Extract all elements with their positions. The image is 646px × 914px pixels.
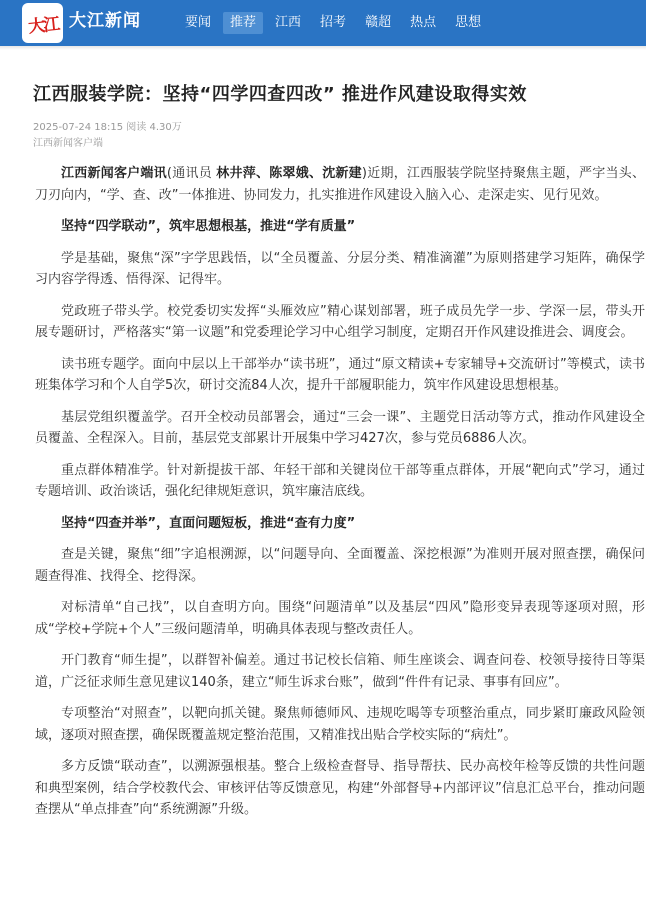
article-source: 江西新闻客户端	[33, 138, 103, 149]
paragraph: 查是关键，聚焦“细”字追根溯源，以“问题导向、全面覆盖、深挖根源”为准则开展对照查摆，确保问题查得准、找得全、挖得深。	[35, 547, 645, 584]
article-body	[35, 163, 645, 831]
nav-item-ganchao[interactable]: 赣超	[365, 15, 392, 30]
paragraph: 开门教育“师生提”，以群智补偏差。通过书记校长信箱、师生座谈会、调查问卷、校领导接待日等渠道，广泛征求师生意见建议140条，建立“师生诉求台账”，做到“件件有记录、事事有回应”。	[35, 653, 645, 690]
nav-item-zhaokao[interactable]: 招考	[320, 15, 347, 30]
lead-prefix: (通讯员	[166, 166, 217, 181]
header-shadow	[0, 46, 646, 50]
logo-text: 大江	[26, 13, 59, 37]
nav-item-sixiang[interactable]: 思想	[455, 15, 482, 30]
top-nav-bar	[0, 0, 646, 46]
paragraph: 多方反馈“联动查”，以溯源强根基。整合上级检查督导、指导帮扶、民办高校年检等反馈的共性问题和典型案例，结合学校教代会、审核评估等反馈意见，构建“外部督导+内部评议”信息汇总平台，推动问题查摆从“单点排查”向“系统溯源”升级。	[35, 759, 645, 817]
logo[interactable]	[22, 3, 63, 43]
article-title: 江西服装学院：坚持“四学四查四改” 推进作风建设取得实效	[33, 84, 527, 105]
lead-reporters: 林井萍、陈翠娥、沈新建	[216, 166, 362, 181]
lead-paragraph	[35, 163, 645, 206]
nav-item-jiangxi[interactable]: 江西	[275, 15, 302, 30]
section-heading-check: 坚持“四查并举”，直面问题短板，推进“查有力度”	[61, 515, 356, 531]
lead-text: )近期，江西服装学院坚持聚焦主题，严字当头、刀刃向内，“学、查、改”一体推进、协同发力，扎实推进作风建设入脑入心、走深走实、见行见效。	[35, 166, 645, 203]
paragraph: 读书班专题学。面向中层以上干部举办“读书班”，通过“原文精读+专家辅导+交流研讨”等模式，读书班集体学习和个人自学5次，研讨交流84人次，提升干部履职能力，筑牢作风建设思想根基。	[35, 356, 645, 393]
nav-item-tuijian[interactable]: 推荐	[223, 12, 263, 34]
section-heading-study: 坚持“四学联动”，筑牢思想根基，推进“学有质量”	[61, 219, 356, 234]
paragraph: 党政班子带头学。校党委切实发挥“头雁效应”精心谋划部署，班子成员先学一步、学深一层，带头开展专题研讨，严格落实“第一议题”和党委理论学习中心组学习制度，定期召开作风建设推进会、调度会。	[35, 303, 645, 340]
lead-source: 江西新闻客户端讯	[61, 166, 167, 181]
paragraph: 对标清单“自己找”，以自查明方向。围绕“问题清单”以及基层“四风”隐形变异表现等逐项对照，形成“学校+学院+个人”三级问题清单，明确具体表现与整改责任人。	[35, 600, 645, 637]
nav-item-redian[interactable]: 热点	[410, 15, 437, 30]
nav-item-yaowen[interactable]: 要闻	[185, 15, 212, 30]
channel-nav	[178, 12, 493, 34]
paragraph: 专项整治“对照查”，以靶向抓关键。聚焦师德师风、违规吃喝等专项整治重点，同步紧盯廉政风险领域，逐项对照查摆，确保既覆盖规定整治范围，又精准找出贴合学校实际的“病灶”。	[35, 706, 645, 743]
paragraph: 基层党组织覆盖学。召开全校动员部署会，通过“三会一课”、主题党日活动等方式，推动作风建设全员覆盖、全程深入。目前，基层党支部累计开展集中学习427次，参与党员6886人次。	[35, 409, 645, 446]
paragraph: 重点群体精准学。针对新提拔干部、年轻干部和关键岗位干部等重点群体，开展“靶向式”学习，通过专题培训、政治谈话，强化纪律规矩意识，筑牢廉洁底线。	[35, 462, 645, 499]
brand-name[interactable]: 大江新闻	[69, 11, 141, 31]
article-meta: 2025-07-24 18:15 阅读 4.30万	[33, 122, 182, 133]
paragraph: 学是基础，聚焦“深”字学思践悟，以“全员覆盖、分层分类、精准滴灌”为原则搭建学习矩阵，确保学习内容学得透、悟得深、记得牢。	[35, 250, 645, 287]
